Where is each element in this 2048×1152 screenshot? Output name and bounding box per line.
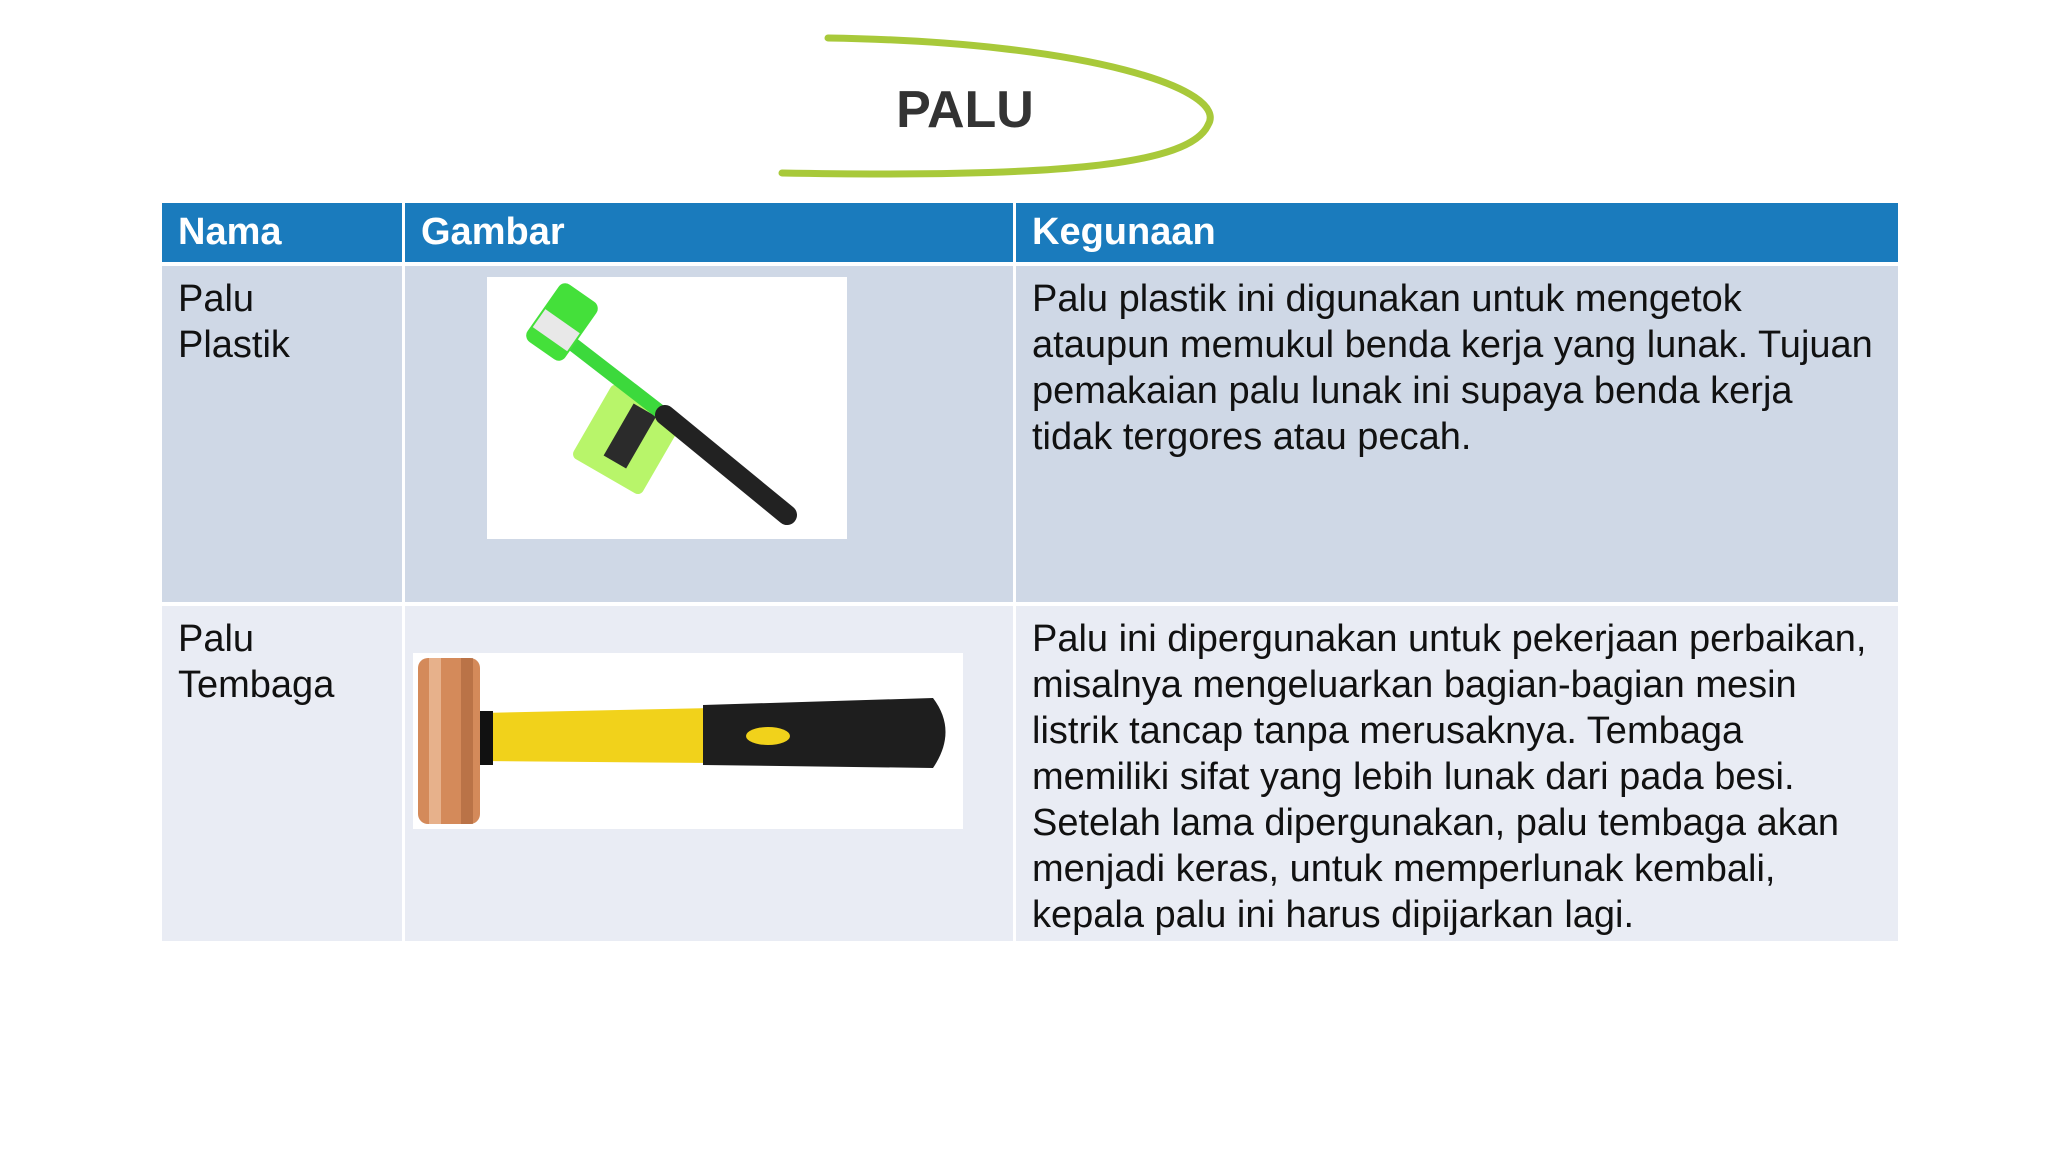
header-nama: Nama: [162, 203, 402, 262]
row-name: Palu Tembaga: [162, 606, 402, 941]
table-row: [162, 266, 1898, 602]
table-row: [162, 606, 1898, 941]
row-name: Palu Plastik: [162, 266, 402, 602]
row-usage: Palu plastik ini digunakan untuk mengetok ataupun memukul benda kerja yang lunak. Tujuan pemakaian palu lunak ini supaya benda kerja tidak tergores atau pecah.: [1016, 266, 1898, 602]
row-image-cell: [405, 266, 1013, 602]
hammer-table: [162, 203, 1898, 941]
copper-hammer-image: [413, 653, 963, 829]
row-usage: Palu ini dipergunakan untuk pekerjaan perbaikan, misalnya mengeluarkan bagian-bagian mesin listrik tancap tanpa merusaknya. Tembaga memiliki sifat yang lebih lunak dari pada besi. Setelah lama dipergunakan, palu tembaga akan menjadi keras, untuk memperlunak kembali, kepala palu ini harus dipijarkan lagi.: [1016, 606, 1898, 941]
table-header-row: [162, 203, 1898, 262]
plastic-hammer-image: [487, 277, 847, 539]
row-image-cell: [405, 606, 1013, 941]
header-gambar: Gambar: [405, 203, 1013, 262]
page-title: PALU: [896, 81, 1034, 139]
header-kegunaan: Kegunaan: [1016, 203, 1898, 262]
